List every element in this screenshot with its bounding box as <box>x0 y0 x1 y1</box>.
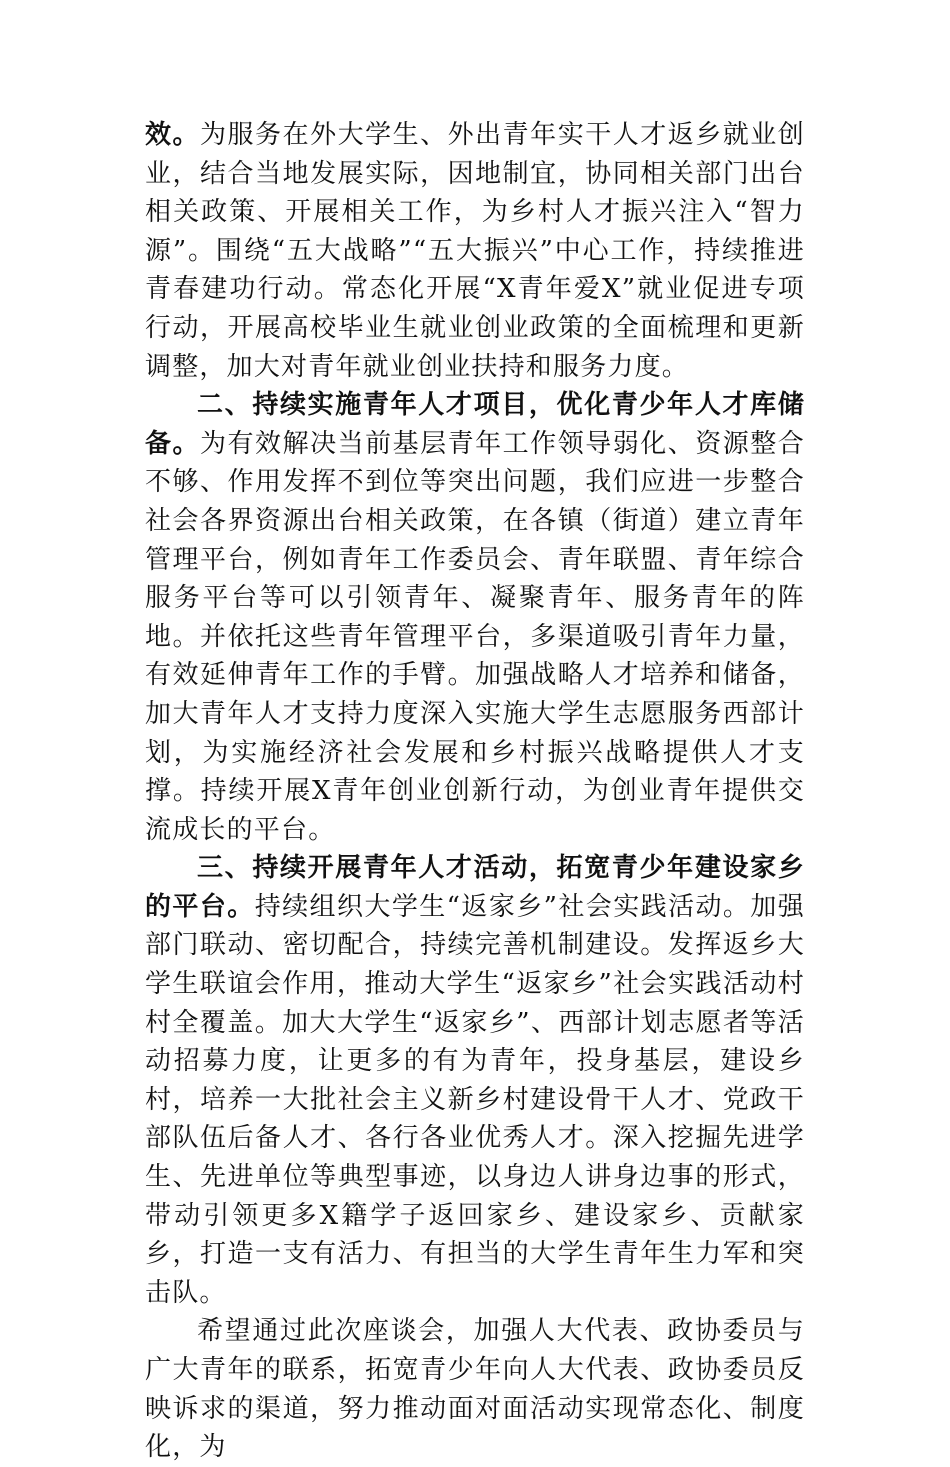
paragraph-continuation <box>145 116 805 386</box>
paragraph-text: 为有效解决当前基层青年工作领导弱化、资源整合不够、作用发挥不到位等突出问题，我们应进一步整合社会各界资源出台相关政策，在各镇（街道）建立青年管理平台，例如青年工作委员会、青年联盟、青年综合服务平台等可以引领青年、凝聚青年、服务青年的阵地。并依托这些青年管理平台，多渠道吸引青年力量，有效延伸青年工作的手臂。加强战略人才培养和储备，加大青年人才支持力度深入实施大学生志愿服务西部计划，为实施经济社会发展和乡村振兴战略提供人才支撑。持续开展X青年创业创新行动，为创业青年提供交流成长的平台。 <box>145 428 805 845</box>
paragraph-lead: 效。 <box>145 120 201 150</box>
paragraph-section-three <box>145 849 805 1312</box>
document-body <box>145 116 805 1467</box>
paragraph-text: 希望通过此次座谈会，加强人大代表、政协委员与广大青年的联系，拓宽青少年向人大代表、政协委员反映诉求的渠道，努力推动面对面活动实现常态化、制度化，为 <box>145 1316 805 1463</box>
section-heading-three: 三、持续开展青年人才活动，拓宽青少年建设家乡的平台。 <box>145 853 805 922</box>
paragraph-closing <box>145 1312 805 1466</box>
section-heading-two: 二、持续实施青年人才项目，优化青少年人才库储备。 <box>145 390 805 459</box>
paragraph-text: 持续组织大学生“返家乡”社会实践活动。加强部门联动、密切配合，持续完善机制建设。发挥返乡大学生联谊会作用，推动大学生“返家乡”社会实践活动村村全覆盖。加大大学生“返家乡”、西部计划志愿者等活动招募力度，让更多的有为青年，投身基层，建设乡村，培养一大批社会主义新乡村建设骨干人才、党政干部队伍后备人才、各行各业优秀人才。深入挖掘先进学生、先进单位等典型事迹，以身边人讲身边事的形式，带动引领更多X籍学子返回家乡、建设家乡、贡献家乡，打造一支有活力、有担当的大学生青年生力军和突击队。 <box>145 891 805 1308</box>
paragraph-section-two <box>145 386 805 849</box>
paragraph-text: 为服务在外大学生、外出青年实干人才返乡就业创业，结合当地发展实际，因地制宜，协同相关部门出台相关政策、开展相关工作，为乡村人才振兴注入“智力源”。围绕“五大战略”“五大振兴”中心工作，持续推进青春建功行动。常态化开展“X青年爱X”就业促进专项行动，开展高校毕业生就业创业政策的全面梳理和更新调整，加大对青年就业创业扶持和服务力度。 <box>145 120 805 382</box>
